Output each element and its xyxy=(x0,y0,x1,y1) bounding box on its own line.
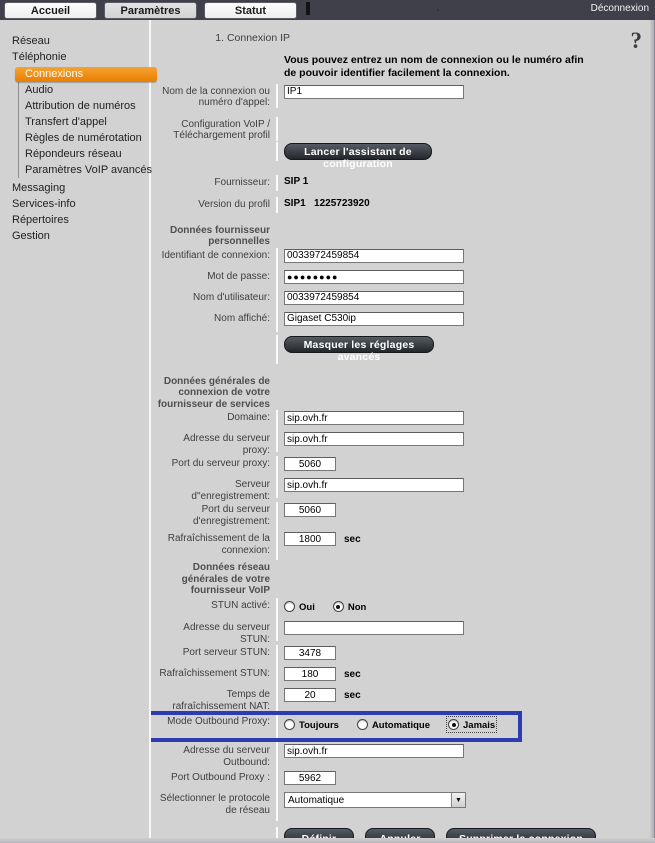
outbound-automatique-label: Automatique xyxy=(371,720,430,731)
registrar-port-label: Port du serveur d'enregistrement: xyxy=(193,504,270,527)
password-label: Mot de passe: xyxy=(207,270,270,282)
sidebar-item-repondeurs-reseau[interactable]: Répondeurs réseau xyxy=(25,148,122,160)
page-right-edge xyxy=(650,20,655,843)
chevron-down-icon: ▼ xyxy=(451,793,465,807)
proxy-port-label: Port du serveur proxy: xyxy=(171,458,270,469)
hide-advanced-row xyxy=(156,335,650,364)
refresh-label: Rafraîchissement de la connexion: xyxy=(167,533,270,556)
profile-version-value: SIP1 1225723920 xyxy=(284,197,370,209)
section-general-heading: Données générales de connexion de votre fournisseur de services xyxy=(157,375,270,410)
login-id-row xyxy=(156,248,650,269)
sidebar-telephonie-group xyxy=(18,67,152,178)
registrar-port-input[interactable] xyxy=(284,503,336,517)
domain-input[interactable] xyxy=(284,411,464,425)
stun-non-radio[interactable] xyxy=(333,600,366,613)
registrar-port-row xyxy=(156,502,650,531)
provider-value: SIP 1 xyxy=(284,175,309,187)
stun-refresh-row xyxy=(156,666,650,687)
protocol-selected-value: Automatique xyxy=(288,794,345,806)
section-personal-row xyxy=(156,223,650,248)
nat-refresh-row xyxy=(156,687,650,714)
proxy-address-row xyxy=(156,431,650,456)
header-dot-mark xyxy=(437,9,439,11)
outbound-address-input[interactable] xyxy=(284,744,464,758)
proxy-address-input[interactable] xyxy=(284,432,464,446)
display-name-input[interactable] xyxy=(284,312,464,326)
page-title-row xyxy=(156,31,650,45)
connection-name-row xyxy=(156,84,650,109)
stun-refresh-label: Rafraîchissement STUN: xyxy=(159,668,270,679)
proxy-port-input[interactable] xyxy=(284,457,336,471)
protocol-row xyxy=(156,791,650,821)
outbound-mode-row xyxy=(156,714,650,743)
radio-circle-icon xyxy=(284,719,295,730)
sidebar-item-transfert-appel[interactable]: Transfert d'appel xyxy=(25,116,107,128)
sidebar-item-gestion[interactable]: Gestion xyxy=(12,230,50,242)
sidebar-nav xyxy=(0,20,151,843)
nav-tabs xyxy=(4,2,297,19)
connection-name-label: Nom de la connexion ou numéro d'appel: xyxy=(162,85,270,108)
stun-address-input[interactable] xyxy=(284,621,464,635)
outbound-mode-radio-group xyxy=(284,715,650,731)
spacer xyxy=(156,142,276,144)
voip-config-row xyxy=(156,117,650,142)
tab-parametres[interactable]: Paramètres xyxy=(104,2,197,19)
nat-refresh-unit: sec xyxy=(344,690,361,701)
section-personal-heading: Données fournisseur personnelles xyxy=(169,224,270,247)
top-bar xyxy=(0,0,655,20)
tab-accueil[interactable]: Accueil xyxy=(4,2,97,19)
stun-non-label: Non xyxy=(347,602,367,613)
stun-radio-group xyxy=(284,599,650,613)
tab-statut[interactable]: Statut xyxy=(204,2,297,19)
stun-port-input[interactable] xyxy=(284,646,336,660)
outbound-port-row xyxy=(156,770,650,791)
stun-enabled-row xyxy=(156,598,650,620)
stun-address-row xyxy=(156,620,650,645)
stun-oui-radio[interactable] xyxy=(284,600,315,613)
outbound-address-label: Adresse du serveur Outbound: xyxy=(183,745,270,768)
sidebar-item-repertoires[interactable]: Répertoires xyxy=(12,214,69,226)
page-title: 1. Connexion IP xyxy=(215,32,290,44)
provider-row xyxy=(156,175,650,191)
registrar-label: Serveur d"enregistrement: xyxy=(191,479,270,502)
logout-link[interactable]: Déconnexion xyxy=(590,3,649,14)
protocol-select[interactable] xyxy=(284,792,466,808)
sidebar-item-connexions[interactable]: Connexions xyxy=(15,67,157,82)
sidebar-item-attribution-numeros[interactable]: Attribution de numéros xyxy=(25,100,136,112)
username-label: Nom d'utilisateur: xyxy=(193,291,270,303)
connection-name-input[interactable] xyxy=(284,85,464,99)
password-row xyxy=(156,269,650,290)
outbound-automatique-radio[interactable] xyxy=(357,718,430,731)
sidebar-item-reseau[interactable]: Réseau xyxy=(12,35,50,47)
stun-port-label: Port serveur STUN: xyxy=(182,647,270,658)
refresh-input[interactable] xyxy=(284,532,336,546)
wizard-row xyxy=(156,142,650,170)
refresh-row xyxy=(156,531,650,560)
intro-text: Vous pouvez entrez un nom de connexion ou le numéro afin de pouvoir identifier facilement la connexion. xyxy=(284,53,584,79)
nat-refresh-input[interactable] xyxy=(284,688,336,702)
proxy-port-row xyxy=(156,456,650,477)
protocol-label: Sélectionner le protocole de réseau xyxy=(159,793,270,816)
stun-enabled-label: STUN activé: xyxy=(211,600,270,611)
outbound-toujours-label: Toujours xyxy=(299,720,339,731)
nat-refresh-label: Temps de rafraîchissement NAT: xyxy=(172,689,270,712)
domain-row xyxy=(156,410,650,431)
spacer xyxy=(156,335,276,337)
stun-refresh-input[interactable] xyxy=(284,667,336,681)
page-bottom-edge xyxy=(0,838,655,843)
help-icon[interactable]: ? xyxy=(630,28,642,53)
stun-refresh-unit: sec xyxy=(344,669,361,680)
outbound-mode-label: Mode Outbound Proxy: xyxy=(167,716,270,727)
password-input[interactable] xyxy=(284,270,464,284)
radio-circle-icon xyxy=(448,719,459,730)
voip-config-label: Configuration VoIP / Téléchargement profil xyxy=(173,118,270,141)
provider-label: Fournisseur: xyxy=(214,176,270,188)
stun-address-label: Adresse du serveur STUN: xyxy=(183,622,270,645)
registrar-input[interactable] xyxy=(284,478,464,492)
sidebar-item-regles-numerotation[interactable]: Règles de numérotation xyxy=(25,132,142,144)
outbound-address-row xyxy=(156,743,650,770)
refresh-unit: sec xyxy=(344,534,361,545)
sidebar-item-parametres-voip[interactable]: Paramètres VoIP avancés xyxy=(25,164,152,176)
hide-advanced-button[interactable]: Masquer les réglages avancés xyxy=(284,336,434,353)
radio-circle-icon xyxy=(357,719,368,730)
sidebar-item-audio[interactable]: Audio xyxy=(25,84,54,96)
registrar-row xyxy=(156,477,650,502)
stun-oui-label: Oui xyxy=(299,602,315,613)
outbound-toujours-radio[interactable] xyxy=(284,718,339,731)
username-input[interactable] xyxy=(284,291,464,305)
radio-circle-icon xyxy=(333,601,344,612)
header-caret-mark xyxy=(306,2,310,15)
section-network-heading: Données réseau générales de votre fournisseur VoIP xyxy=(181,562,270,596)
username-row xyxy=(156,290,650,311)
outbound-jamais-radio[interactable] xyxy=(448,718,495,731)
proxy-address-label: Adresse du serveur proxy: xyxy=(183,433,270,456)
sidebar-item-telephonie[interactable]: Téléphonie xyxy=(12,51,67,63)
login-id-label: Identifiant de connexion: xyxy=(161,249,270,261)
intro-row xyxy=(156,53,650,81)
profile-version-label: Version du profil xyxy=(198,198,270,210)
spacer xyxy=(156,827,276,829)
outbound-jamais-label: Jamais xyxy=(463,720,496,731)
section-network-row xyxy=(156,560,650,598)
login-id-input[interactable] xyxy=(284,249,464,263)
profile-version-row xyxy=(156,197,650,213)
main-panel xyxy=(153,20,650,843)
sidebar-item-services-info[interactable]: Services-info xyxy=(12,198,76,210)
section-general-row xyxy=(156,374,650,411)
radio-circle-icon xyxy=(284,601,295,612)
display-name-label: Nom affiché: xyxy=(214,312,270,324)
sidebar-item-messaging[interactable]: Messaging xyxy=(12,182,66,194)
outbound-port-input[interactable] xyxy=(284,771,336,785)
stun-port-row xyxy=(156,645,650,666)
display-name-row xyxy=(156,311,650,332)
outbound-port-label: Port Outbound Proxy : xyxy=(171,772,270,783)
launch-wizard-button[interactable]: Lancer l'assistant de configuration xyxy=(284,143,432,160)
spacer xyxy=(156,53,276,55)
domain-label: Domaine: xyxy=(227,412,270,423)
